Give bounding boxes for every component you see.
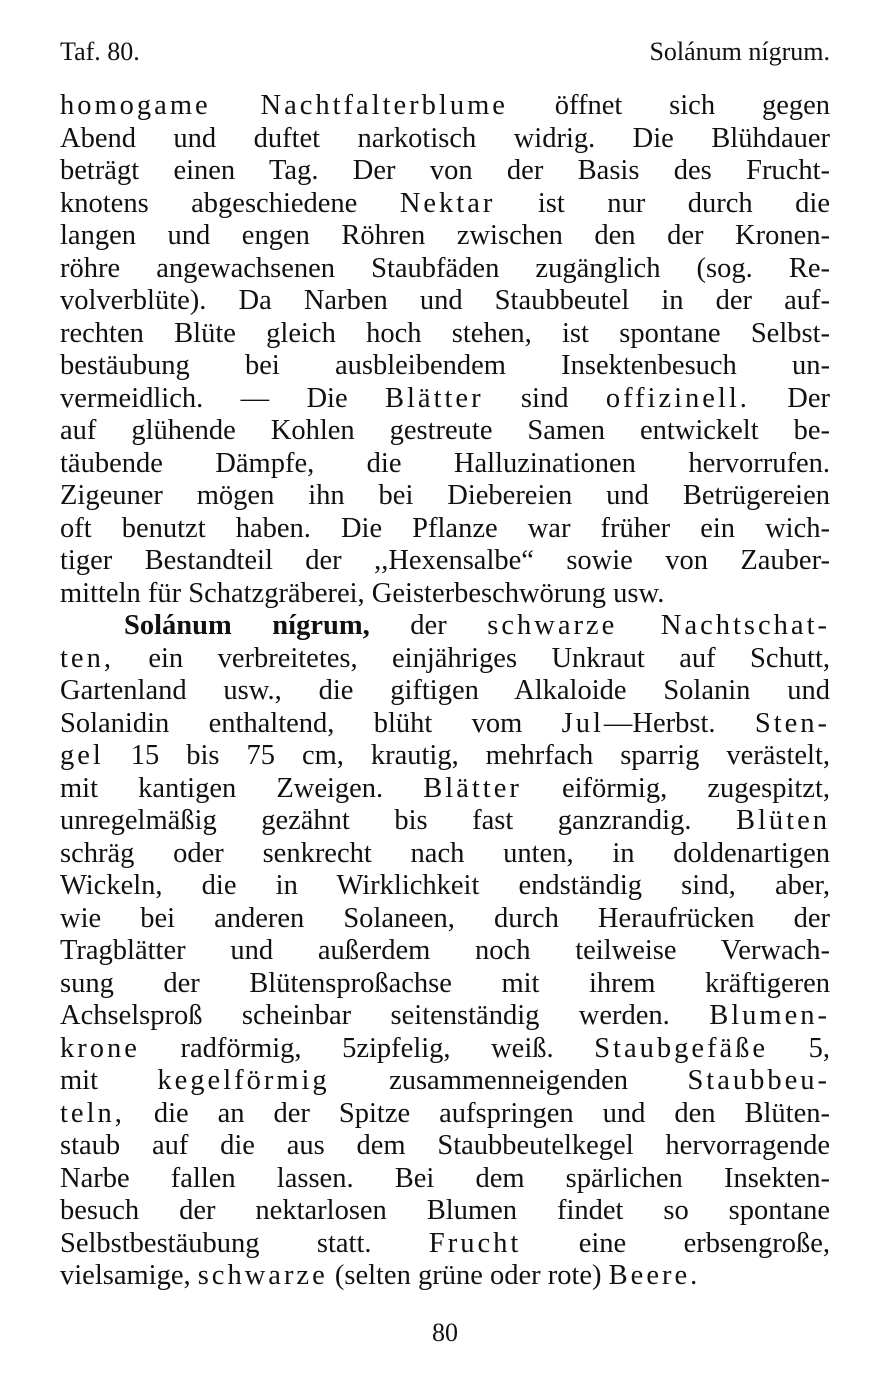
text-segment: Gartenland usw., die giftigen Alkaloide Solanin und: [60, 675, 830, 706]
emphasized-text: Staubbeu-: [687, 1065, 830, 1096]
text-segment: sind: [483, 382, 606, 414]
text-segment: 15 bis 75 cm, krautig, mehrfach sparrig verästelt,: [103, 740, 830, 771]
text-segment: auf glühende Kohlen gestreute Samen entwickelt be-: [60, 415, 830, 446]
text-segment: Der: [749, 382, 830, 414]
text-line: [60, 90, 830, 123]
text-segment: wie bei anderen Solaneen, durch Heraufrücken der: [60, 902, 830, 934]
text-segment: die an der Spitze aufspringen und den Blüten-: [124, 1097, 830, 1129]
text-line: [60, 740, 830, 773]
text-segment: zusammenneigenden: [329, 1065, 688, 1096]
emphasized-text: krone: [60, 1032, 140, 1064]
text-line: [60, 383, 830, 416]
emphasized-text: Blätter: [423, 772, 522, 804]
text-segment: besuch der nektarlosen Blumen findet so spontane: [60, 1195, 830, 1226]
text-segment: öffnet sich gegen: [507, 90, 830, 121]
running-title: Solánum nígrum.: [649, 37, 830, 66]
emphasized-text: Jul: [561, 707, 604, 739]
text-segment: bestäubung bei ausbleibendem Insektenbesuch un-: [60, 350, 830, 381]
species-heading: Solánum nígrum,: [124, 610, 370, 641]
text-segment: mit kantigen Zweigen.: [60, 772, 424, 804]
text-line: [60, 1195, 830, 1228]
emphasized-text: Frucht: [428, 1227, 522, 1259]
text-line: [60, 480, 830, 513]
emphasized-text: Beere.: [608, 1260, 701, 1291]
text-segment: oft benutzt haben. Die Pflanze war früher ein wich-: [60, 512, 830, 544]
text-segment: ein verbreitetes, einjähriges Unkraut auf Schutt,: [113, 642, 830, 674]
text-line: [60, 220, 830, 253]
text-line: [60, 123, 830, 156]
text-segment: Solanidin enthaltend, blüht vom: [60, 707, 562, 739]
text-segment: sung der Blütensproßachse mit ihrem kräftigeren: [60, 967, 830, 999]
text-segment: Abend und duftet narkotisch widrig. Die Blühdauer: [60, 122, 830, 154]
text-line: [60, 253, 830, 286]
text-segment: (selten grüne oder rote): [327, 1260, 609, 1291]
emphasized-text: schwarze Nachtschat-: [487, 610, 830, 641]
text-segment: röhre angewachsenen Staubfäden zugänglich (sog. Re-: [60, 252, 830, 284]
text-segment: der: [369, 610, 488, 641]
emphasized-text: offizinell.: [605, 382, 750, 414]
text-line: [60, 870, 830, 903]
text-line: [60, 935, 830, 968]
text-segment: schräg oder senkrecht nach unten, in doldenartigen: [60, 837, 830, 869]
text-line: [60, 708, 830, 741]
text-line: [60, 675, 830, 708]
text-segment: mit: [60, 1065, 158, 1096]
body-text: [60, 90, 830, 1293]
emphasized-text: ten,: [60, 642, 114, 674]
emphasized-text: gel: [60, 740, 104, 771]
text-line: [60, 773, 830, 806]
text-line: [60, 968, 830, 1001]
text-segment: eine erbsengroße,: [521, 1227, 830, 1259]
text-line: [60, 513, 830, 546]
text-line: [60, 578, 830, 611]
emphasized-text: schwarze: [197, 1260, 328, 1291]
text-line: [60, 1000, 830, 1033]
text-segment: Zigeuner mögen ihn bei Diebereien und Betrügereien: [60, 480, 830, 511]
text-line: [60, 903, 830, 936]
text-line: [60, 643, 830, 676]
emphasized-text: Blätter: [385, 382, 484, 414]
emphasized-text: homogame Nachtfalterblume: [60, 90, 508, 121]
emphasized-text: Blumen-: [709, 1000, 830, 1031]
text-line: [60, 318, 830, 351]
text-segment: Tragblätter und außerdem noch teilweise Verwach-: [60, 935, 830, 966]
text-line: [60, 805, 830, 838]
text-segment: Achselsproß scheinbar seitenständig werden.: [60, 1000, 710, 1031]
text-line: [60, 1163, 830, 1196]
text-line: [60, 155, 830, 188]
text-line: [60, 415, 830, 448]
emphasized-text: kegelförmig: [157, 1065, 330, 1096]
text-segment: —Herbst.: [603, 707, 755, 739]
text-segment: 5,: [768, 1032, 831, 1064]
text-line: [60, 838, 830, 871]
page-number: 80: [432, 1318, 458, 1347]
text-segment: tiger Bestandteil der ,,Hexensalbe“ sowie von Zauber-: [60, 545, 830, 576]
emphasized-text: Blüten: [736, 805, 830, 836]
running-header: [60, 32, 830, 72]
plate-number: Taf. 80.: [60, 37, 140, 66]
text-line: [60, 1065, 830, 1098]
text-segment: beträgt einen Tag. Der von der Basis des Frucht-: [60, 155, 830, 186]
text-segment: radförmig, 5zipfelig, weiß.: [139, 1032, 595, 1064]
text-line: [60, 448, 830, 481]
text-segment: langen und engen Röhren zwischen den der Kronen-: [60, 220, 830, 251]
emphasized-text: teln,: [60, 1097, 125, 1129]
text-segment: unregelmäßig gezähnt bis fast ganzrandig.: [60, 805, 736, 836]
text-line: [60, 350, 830, 383]
text-line: [60, 1260, 830, 1293]
text-line: [60, 1033, 830, 1066]
text-segment: vielsamige,: [60, 1260, 198, 1291]
text-segment: Narbe fallen lassen. Bei dem spärlichen Insekten-: [60, 1162, 830, 1194]
text-segment: eiförmig, zugespitzt,: [521, 772, 830, 804]
text-segment: volverblüte). Da Narben und Staubbeutel in der auf-: [60, 285, 830, 316]
text-segment: täubende Dämpfe, die Halluzinationen hervorrufen.: [60, 447, 830, 479]
text-segment: mitteln für Schatzgräberei, Geisterbeschwörung usw.: [60, 577, 665, 609]
text-line: [60, 285, 830, 318]
emphasized-text: Staubgefäße: [594, 1032, 769, 1064]
text-segment: knotens abgeschiedene: [60, 187, 400, 219]
text-line: [60, 188, 830, 221]
text-segment: Selbstbestäubung statt.: [60, 1227, 429, 1259]
text-line: [60, 1130, 830, 1163]
text-segment: rechten Blüte gleich hoch stehen, ist spontane Selbst-: [60, 317, 830, 349]
text-line: [60, 545, 830, 578]
text-line: [60, 1228, 830, 1261]
text-line: [60, 1098, 830, 1131]
emphasized-text: Sten-: [754, 707, 831, 739]
text-line: [60, 610, 830, 643]
text-segment: ist nur durch die: [495, 187, 830, 219]
text-segment: staub auf die aus dem Staubbeutelkegel hervorragende: [60, 1130, 830, 1161]
emphasized-text: Nektar: [399, 187, 496, 219]
text-segment: vermeidlich. — Die: [60, 382, 385, 414]
text-segment: Wickeln, die in Wirklichkeit endständig sind, aber,: [60, 870, 830, 901]
